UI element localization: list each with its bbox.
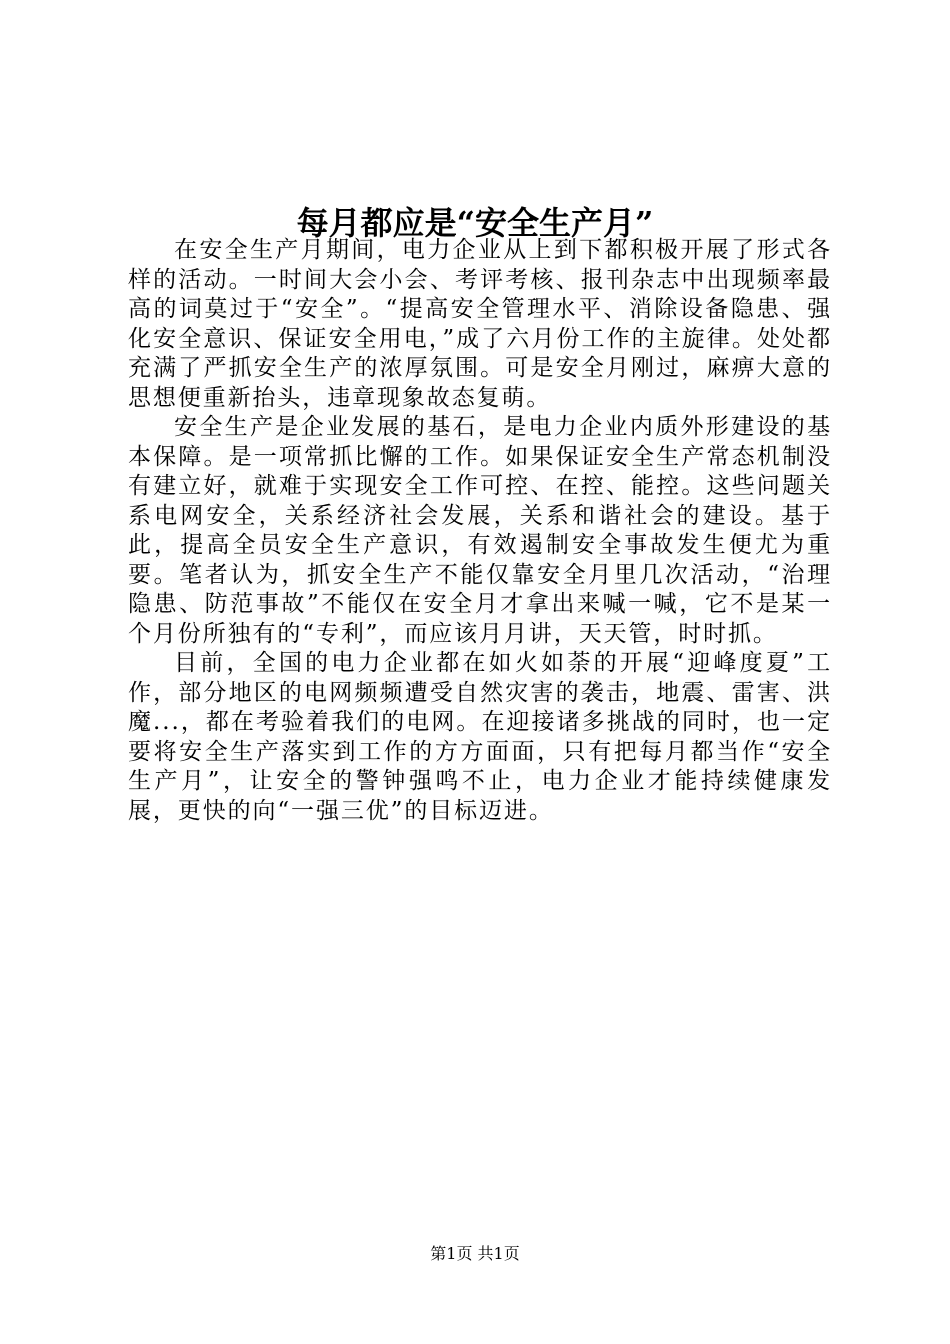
page-title: 每月都应是“安全生产月” xyxy=(296,204,654,243)
paragraph-2: 安全生产是企业发展的基石，是电力企业内质外形建设的基本保障。是一项常抓比懈的工作。如果保证安全生产常态机制没有建立好，就难于实现安全工作可控、在控、能控。这些问题关系电网安全，关系经济社会发展，关系和谐社会的建设。基于此，提高全员安全生产意识，有效遏制安全事故发生便尤为重要。笔者认为，抓安全生产不能仅靠安全月里几次活动，“治理隐患、防范事故”不能仅在安全月才拿出来喊一喊，它不是某一个月份所独有的“专利”，而应该月月讲，天天管，时时抓。 xyxy=(128,414,832,647)
article-body xyxy=(128,236,832,826)
page-footer: 第1页 共1页 xyxy=(430,1244,520,1263)
paragraph-3: 目前，全国的电力企业都在如火如荼的开展“迎峰度夏”工作，部分地区的电网频频遭受自然灾害的袭击，地震、雷害、洪魔...，都在考验着我们的电网。在迎接诸多挑战的同时，也一定要将安全生产落实到工作的方方面面，只有把每月都当作“安全生产月”，让安全的警钟强鸣不止，电力企业才能持续健康发展，更快的向“一强三优”的目标迈进。 xyxy=(128,650,832,824)
paragraph-1: 在安全生产月期间，电力企业从上到下都积极开展了形式各样的活动。一时间大会小会、考评考核、报刊杂志中出现频率最高的词莫过于“安全”。“提高安全管理水平、消除设备隐患、强化安全意识、保证安全用电，”成了六月份工作的主旋律。处处都充满了严抓安全生产的浓厚氛围。可是安全月刚过，麻痹大意的思想便重新抬头，违章现象故态复萌。 xyxy=(128,237,832,411)
